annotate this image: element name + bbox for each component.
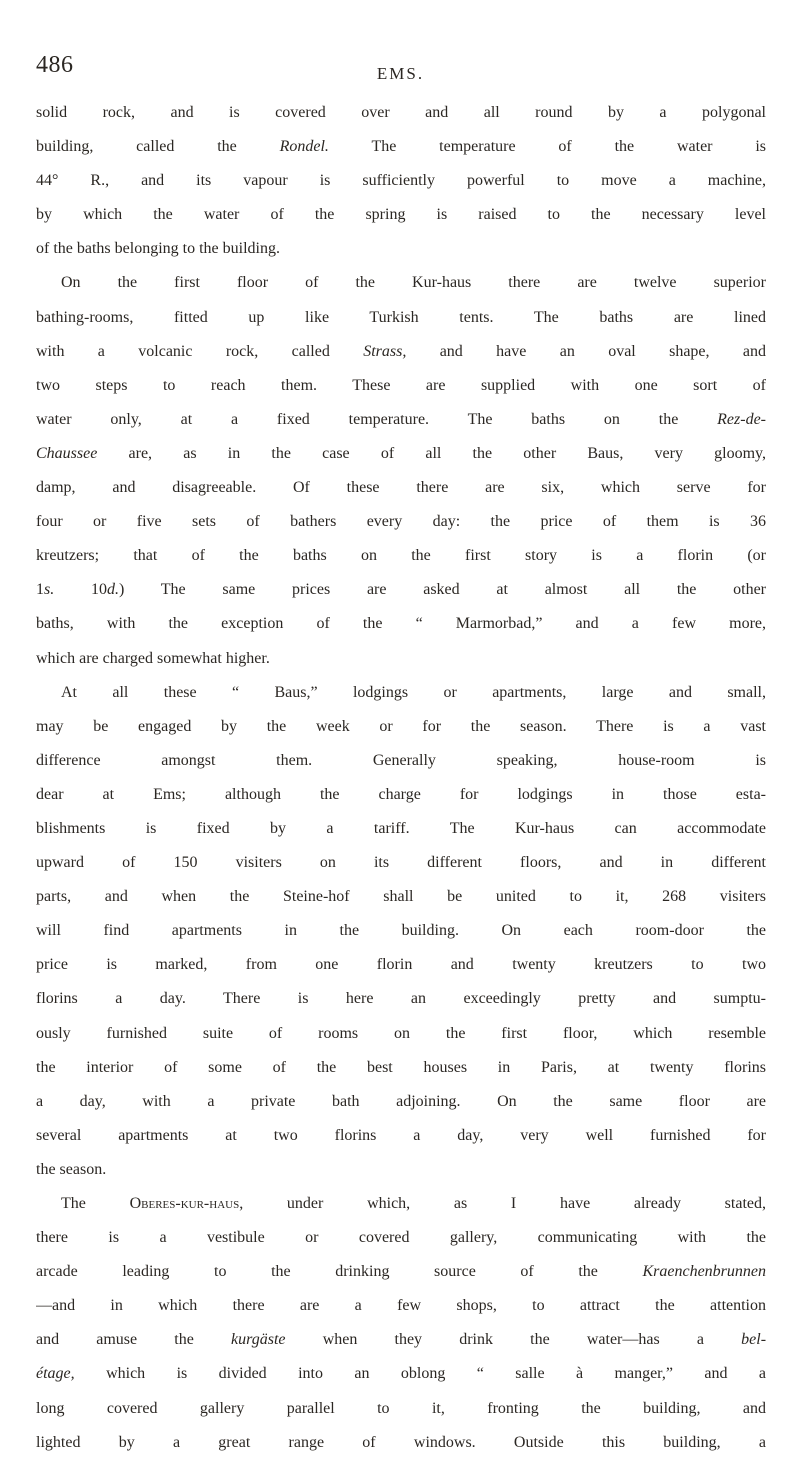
text-line: étage, which is divided into an oblong “ salle à manger,” and a [36, 1365, 766, 1383]
text-line: lighted by a great range of windows. Outside this building, a [36, 1433, 766, 1451]
text-line: building, called the Rondel. The temperature of the water is [36, 138, 766, 156]
text-line: the interior of some of the best houses in Paris, at twenty florins [36, 1058, 766, 1076]
text-line: by which the water of the spring is raised to the necessary level [36, 206, 766, 224]
text-line: with a volcanic rock, called Strass, and have an oval shape, and [36, 342, 766, 360]
text-line: several apartments at two florins a day, very well furnished for [36, 1126, 766, 1144]
text-line: of the baths belonging to the building. [36, 240, 280, 258]
text-line: water only, at a fixed temperature. The baths on the Rez-de- [36, 410, 766, 428]
body-text [36, 104, 766, 1468]
text-line: a day, with a private bath adjoining. On the same floor are [36, 1092, 766, 1110]
text-line: —and in which there are a few shops, to attract the attention [36, 1297, 766, 1315]
running-head: EMS. [376, 64, 425, 83]
page-number: 486 [36, 52, 74, 78]
text-line: long covered gallery parallel to it, fronting the building, and [36, 1399, 766, 1417]
text-line: solid rock, and is covered over and all round by a polygonal [36, 104, 766, 121]
text-line: and amuse the kurgäste when they drink the water—has a bel- [36, 1331, 766, 1349]
text-line: Chaussee are, as in the case of all the other Baus, very gloomy, [36, 444, 766, 462]
text-line: arcade leading to the drinking source of the Kraenchenbrunnen [36, 1263, 766, 1281]
text-line: On the first floor of the Kur-haus there are twelve superior [61, 274, 766, 292]
text-line: price is marked, from one florin and twenty kreutzers to two [36, 956, 766, 974]
text-line: kreutzers; that of the baths on the first story is a florin (or [36, 547, 766, 565]
text-line: damp, and disagreeable. Of these there are six, which serve for [36, 479, 766, 497]
text-line: difference amongst them. Generally speaking, house-room is [36, 751, 766, 769]
text-line: The Oberes-kur-haus, under which, as I have already stated, [61, 1195, 766, 1212]
text-line: two steps to reach them. These are supplied with one sort of [36, 376, 766, 394]
text-line: bathing-rooms, fitted up like Turkish tents. The baths are lined [36, 308, 766, 326]
text-line: the season. [36, 1160, 107, 1178]
text-line: four or five sets of bathers every day: the price of them is 36 [36, 513, 766, 531]
text-line: ously furnished suite of rooms on the first floor, which resemble [36, 1024, 766, 1042]
text-line: baths, with the exception of the “ Marmorbad,” and a few more, [36, 615, 766, 633]
text-line: parts, and when the Steine-hof shall be united to it, 268 visiters [36, 888, 766, 906]
text-line: dear at Ems; although the charge for lodgings in those esta- [36, 785, 766, 803]
page-header [0, 40, 801, 83]
text-line: 44° R., and its vapour is sufficiently powerful to move a machine, [36, 172, 766, 190]
text-line: florins a day. There is here an exceedingly pretty and sumptu- [36, 990, 766, 1008]
text-line: which are charged somewhat higher. [36, 649, 270, 667]
text-line: blishments is fixed by a tariff. The Kur-haus can accommodate [36, 819, 766, 837]
text-line: will find apartments in the building. On each room-door the [36, 922, 766, 940]
text-line: At all these “ Baus,” lodgings or apartments, large and small, [61, 683, 766, 701]
text-line: there is a vestibule or covered gallery, communicating with the [36, 1229, 766, 1247]
text-line: 1s. 10d.) The same prices are asked at almost all the other [36, 581, 766, 599]
text-line: may be engaged by the week or for the season. There is a vast [36, 717, 766, 735]
text-line: upward of 150 visiters on its different floors, and in different [36, 854, 766, 872]
